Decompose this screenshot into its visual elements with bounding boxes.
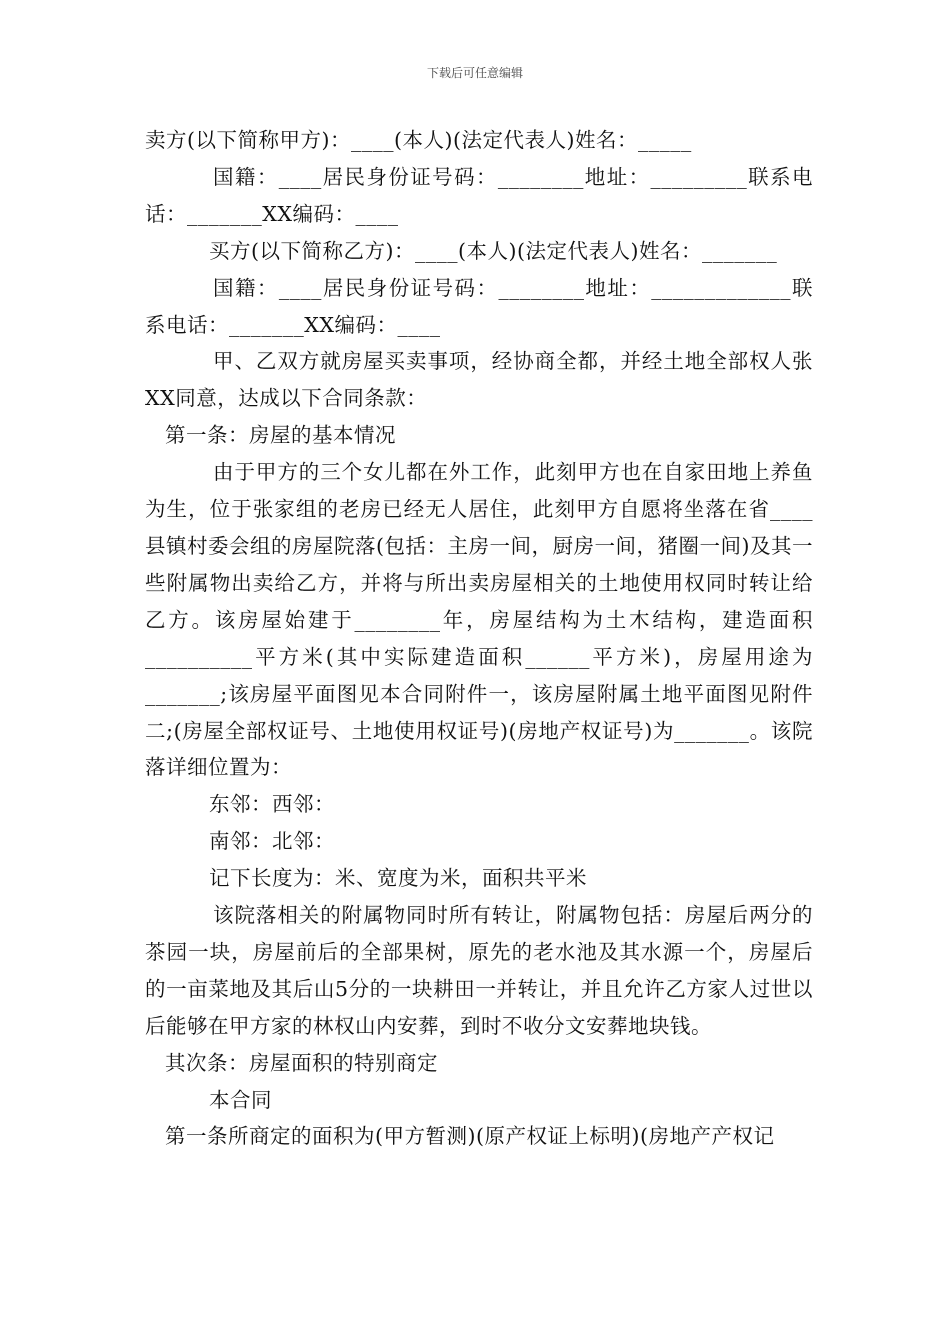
agreement-intro: 甲、乙双方就房屋买卖事项，经协商全都，并经土地全部权人张XX同意，达成以下合同条款：	[145, 349, 813, 411]
south-north-neighbors: 南邻：北邻：	[209, 829, 335, 854]
seller-line: 卖方(以下简称甲方)：____(本人)(法定代表人)姓名：_____	[145, 128, 692, 152]
article-2-intro: 本合同	[209, 1087, 272, 1112]
seller-details: 国籍：____居民身份证号码：________地址：_________联系电话：_______XX编码：____	[145, 164, 813, 226]
article-1-heading: 第一条：房屋的基本情况	[165, 423, 396, 448]
article-2-body: 第一条所商定的面积为(甲方暂测)(原产权证上标明)(房地产产权记	[165, 1124, 775, 1149]
article-1-body: 由于甲方的三个女儿都在外工作，此刻甲方也在自家田地上养鱼为生，位于张家组的老房已经无人居住，此刻甲方自愿将坐落在省____县镇村委会组的房屋院落(包括：主房一间，厨房一间，猪圈一间)及其一些附属物出卖给乙方，并将与所出卖房屋相关的土地使用权同时转让给乙方。该房屋始建于________年，房屋结构为土木结构，建造面积__________平方米(其中实际建造面积______平方米)，房屋用途为_______;该房屋平面图见本合同附件一，该房屋附属土地平面图见附件二;(房屋全部权证号、土地使用权证号)(房地产权证号)为_______。该院落详细位置为：	[145, 460, 813, 780]
article-2-heading: 其次条：房屋面积的特别商定	[165, 1050, 438, 1075]
east-west-neighbors: 东邻：西邻：	[209, 792, 335, 817]
appurtenances-paragraph: 该院落相关的附属物同时所有转让，附属物包括：房屋后两分的茶园一块，房屋前后的全部果树，原先的老水池及其水源一个，房屋后的一亩菜地及其后山5分的一块耕田一并转让，并且允许乙方家人过世以后能够在甲方家的林权山内安葬，到时不收分文安葬地块钱。	[145, 903, 813, 1038]
dimensions-line: 记下长度为：米、宽度为米，面积共平米	[209, 866, 587, 891]
page-header: 下载后可任意编辑	[426, 66, 523, 80]
document-body	[145, 122, 813, 1155]
buyer-line: 买方(以下简称乙方)：____(本人)(法定代表人)姓名：_______	[209, 238, 778, 263]
buyer-details: 国籍：____居民身份证号码：________地址：_____________联系电话：_______XX编码：____	[145, 275, 813, 337]
